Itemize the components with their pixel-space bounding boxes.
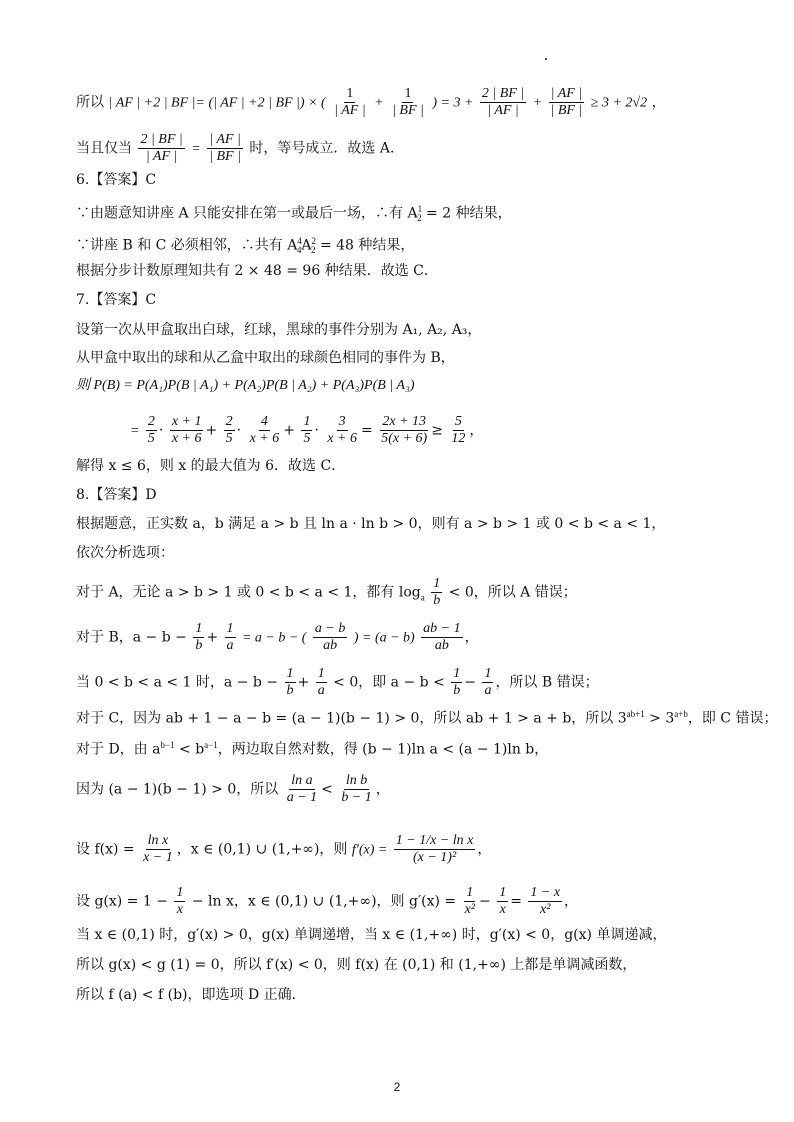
math: + xyxy=(532,95,543,111)
line-7d: = $\frac{2}{5}$ · $\frac{x + 1}{x + 6}$ + $\frac{2}{5}$ · $\frac{4}{x + 6}$ + $\frac{1}{5}$ · $\frac{3}{x + 6}$ = $\frac{2x + 13}{5(x + 6)}$ ≥ $\frac{5}{12}$ ， xyxy=(130,414,484,446)
math: + xyxy=(374,95,384,111)
answer-6-heading: 6.【答案】C xyxy=(76,172,157,188)
fraction: $\frac{1}{| AF |}$ xyxy=(334,86,366,118)
math: ≥ 3 + 2√2 xyxy=(590,95,648,111)
line-8l: 所以 g(x) < g (1) = 0，所以 f′(x) < 0，则 f(x) 在 (0,1) 和 (1,+∞) 上都是单调减函数， xyxy=(76,957,637,973)
answer-7-heading: 7.【答案】C xyxy=(76,292,157,308)
page-number: 2 xyxy=(393,1080,401,1094)
line-8j: 设 g(x) = 1 − $\frac{1}{x}$ − ln x，x ∈ (0,1) ∪ (1,+∞)，则 g′(x) = $\frac{1}{\text{x²}}$ − $\frac{1}{x}$ = $\frac{1 - x}{\text{x²}}$ ， xyxy=(76,885,579,917)
text: ， xyxy=(651,94,666,111)
line-8f: 对于 C，因为 ab + 1 − a − b = (a − 1)(b − 1) > 0，所以 ab + 1 > a + b，所以 $3^{ab+1} > 3^{a+b}$，即 C 错误； xyxy=(76,709,778,727)
math: ) = 3 + xyxy=(432,95,474,111)
line-8b: 依次分析选项： xyxy=(76,545,174,561)
line-8d: 对于 B，a − b − $\frac{1}{b}$ + $\frac{1}{a}$ = a − b − ( $\frac{a - b}{ab}$ ) = (a − b) $\frac{ab - 1}{ab}$ ， xyxy=(76,621,479,653)
line-7e: 解得 x ≤ 6，则 x 的最大值为 6．故选 C． xyxy=(76,458,346,474)
text: 当且仅当 xyxy=(76,140,132,157)
line-8m: 所以 f (a) < f (b)，即选项 D 正确． xyxy=(76,987,306,1003)
fraction: $\frac{1}{| BF |}$ xyxy=(392,86,424,118)
line-8i: 设 f(x) = $\frac{\text{ln x}}{x - 1}$ ，x ∈ (0,1) ∪ (1,+∞)，则 f′(x) = $\frac{\text{1 − 1/x − ln x}}{\text{(x − 1)²}}$ ， xyxy=(76,833,492,865)
speck xyxy=(545,58,547,60)
answer-8-heading: 8.【答案】D xyxy=(76,487,157,503)
fraction: $\frac{| AF |}{| BF |}$ xyxy=(209,132,241,164)
line-1 xyxy=(76,86,666,119)
text: 所以 xyxy=(76,94,104,111)
line-8g: 对于 D，由 $a^{b-1} < b^{a-1}$，两边取自然对数，得 (b − 1)ln a < (a − 1)ln b， xyxy=(76,740,549,758)
line-6a: ∵由题意知讲座 A 只能安排在第一或最后一场，∴有 $A^1_2 = 2$ 种结果， xyxy=(76,204,512,224)
fraction: $\frac{2 | BF |}{| AF |}$ xyxy=(481,86,525,118)
fraction: $\frac{| AF |}{| BF |}$ xyxy=(550,86,583,118)
line-7a: 设第一次从甲盒取出白球，红球，黑球的事件分别为 A₁, A₂, A₃， xyxy=(76,322,482,338)
line-6b: ∵讲座 B 和 C 必须相邻，∴共有 $A^4_4A^2_2 = 48$ 种结果， xyxy=(76,236,415,256)
line-7c: 则 P(B) = P(A₁)P(B | A₁) + P(A₂)P(B | A₂) + P(A₃)P(B | A₃) xyxy=(76,378,415,393)
line-8e: 当 0 < b < a < 1 时，a − b − $\frac{1}{b}$ + $\frac{1}{a}$ < 0，即 a − b < $\frac{1}{b}$ − $\frac{1}{a}$ ，所以 B 错误； xyxy=(76,666,599,698)
line-7b: 从甲盒中取出的球和从乙盒中取出的球颜色相同的事件为 B， xyxy=(76,350,455,366)
line-2 xyxy=(76,132,404,165)
math: | AF | +2 | BF |= (| AF | +2 | BF |) × ( xyxy=(108,95,326,111)
text: 时，等号成立．故选 A． xyxy=(249,140,404,157)
line-8c: 对于 A，无论 a > b > 1 或 0 < b < a < 1，都有 $\log_a$ $\frac{1}{b}$ < 0，所以 A 错误； xyxy=(76,576,577,608)
line-6c: 根据分步计数原理知共有 2 × 48 = 96 种结果．故选 C． xyxy=(76,263,438,279)
line-8a: 根据题意，正实数 a，b 满足 a > b 且 ln a · ln b > 0，则有 a > b > 1 或 0 < b < a < 1， xyxy=(76,516,666,532)
line-8h: 因为 (a − 1)(b − 1) > 0，所以 $\frac{\text{ln a}}{a - 1}$ < $\frac{\text{ln b}}{b - 1}$ ， xyxy=(76,773,390,805)
math: = xyxy=(191,141,201,157)
line-8k: 当 x ∈ (0,1) 时，g′(x) > 0，g(x) 单调递增，当 x ∈ (1,+∞) 时，g′(x) < 0，g(x) 单调递减， xyxy=(76,927,667,943)
fraction: $\frac{2 | BF |}{| AF |}$ xyxy=(140,132,183,164)
